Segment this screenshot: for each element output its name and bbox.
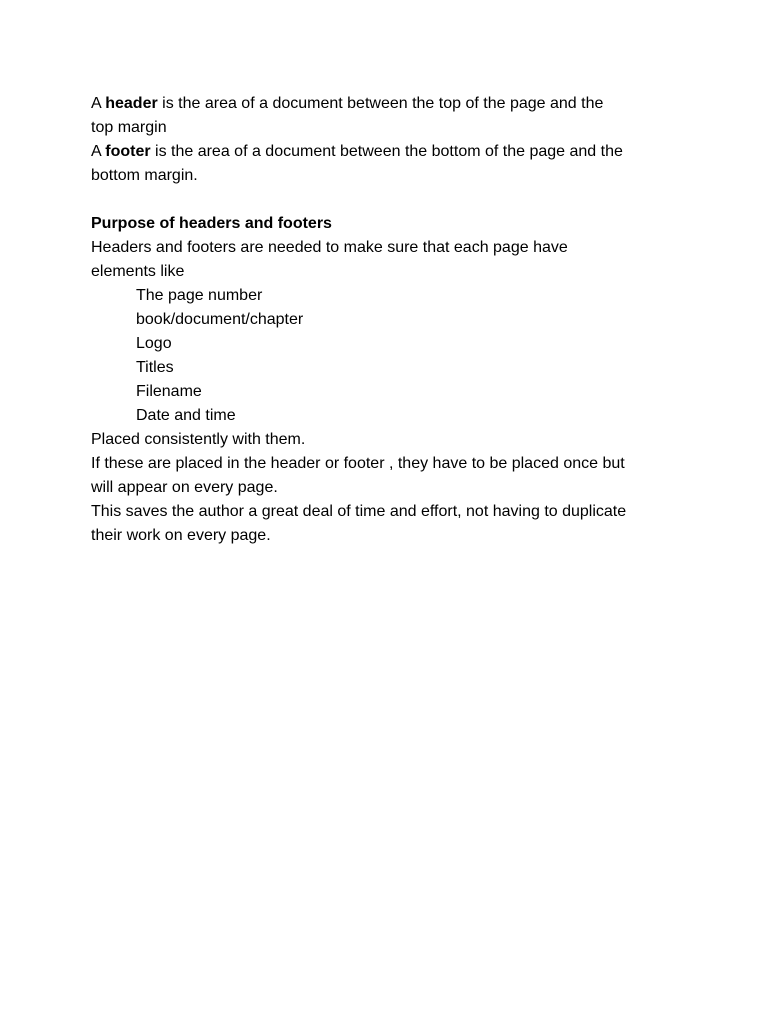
element-item-book-document-chapter: book/document/chapter: [136, 311, 304, 328]
element-item-logo: Logo: [136, 335, 172, 352]
footer-definition-line-1: [91, 140, 691, 164]
closing-line-4: This saves the author a great deal of time and effort, not having to duplicate: [91, 503, 627, 520]
element-item-titles: Titles: [136, 359, 174, 376]
footer-definition-prefix: A: [91, 143, 106, 160]
element-item-filename: Filename: [136, 383, 202, 400]
closing-line-1: Placed consistently with them.: [91, 431, 306, 448]
header-definition-line-2: top margin: [91, 119, 167, 136]
section-heading-text: Purpose of headers and footers: [91, 215, 332, 232]
closing-line-5: their work on every page.: [91, 527, 271, 544]
intro-line-1: Headers and footers are needed to make sure that each page have: [91, 239, 568, 256]
header-term: header: [105, 95, 158, 112]
paragraph-spacer: [91, 188, 691, 212]
header-definition-text: is the area of a document between the top of the page and the: [157, 95, 604, 112]
intro-line-2: elements like: [91, 263, 185, 280]
footer-term: footer: [105, 143, 151, 160]
section-heading: [91, 212, 691, 236]
footer-definition-text: is the area of a document between the bottom of the page and the: [150, 143, 623, 160]
header-definition-prefix: A: [91, 95, 106, 112]
document-body: [91, 92, 691, 548]
closing-line-3: will appear on every page.: [91, 479, 278, 496]
footer-definition-line-2: bottom margin.: [91, 167, 198, 184]
element-item-date-and-time: Date and time: [136, 407, 236, 424]
element-item-page-number: The page number: [136, 287, 263, 304]
closing-line-2: If these are placed in the header or footer , they have to be placed once but: [91, 455, 625, 472]
header-definition-line-1: [91, 92, 691, 116]
